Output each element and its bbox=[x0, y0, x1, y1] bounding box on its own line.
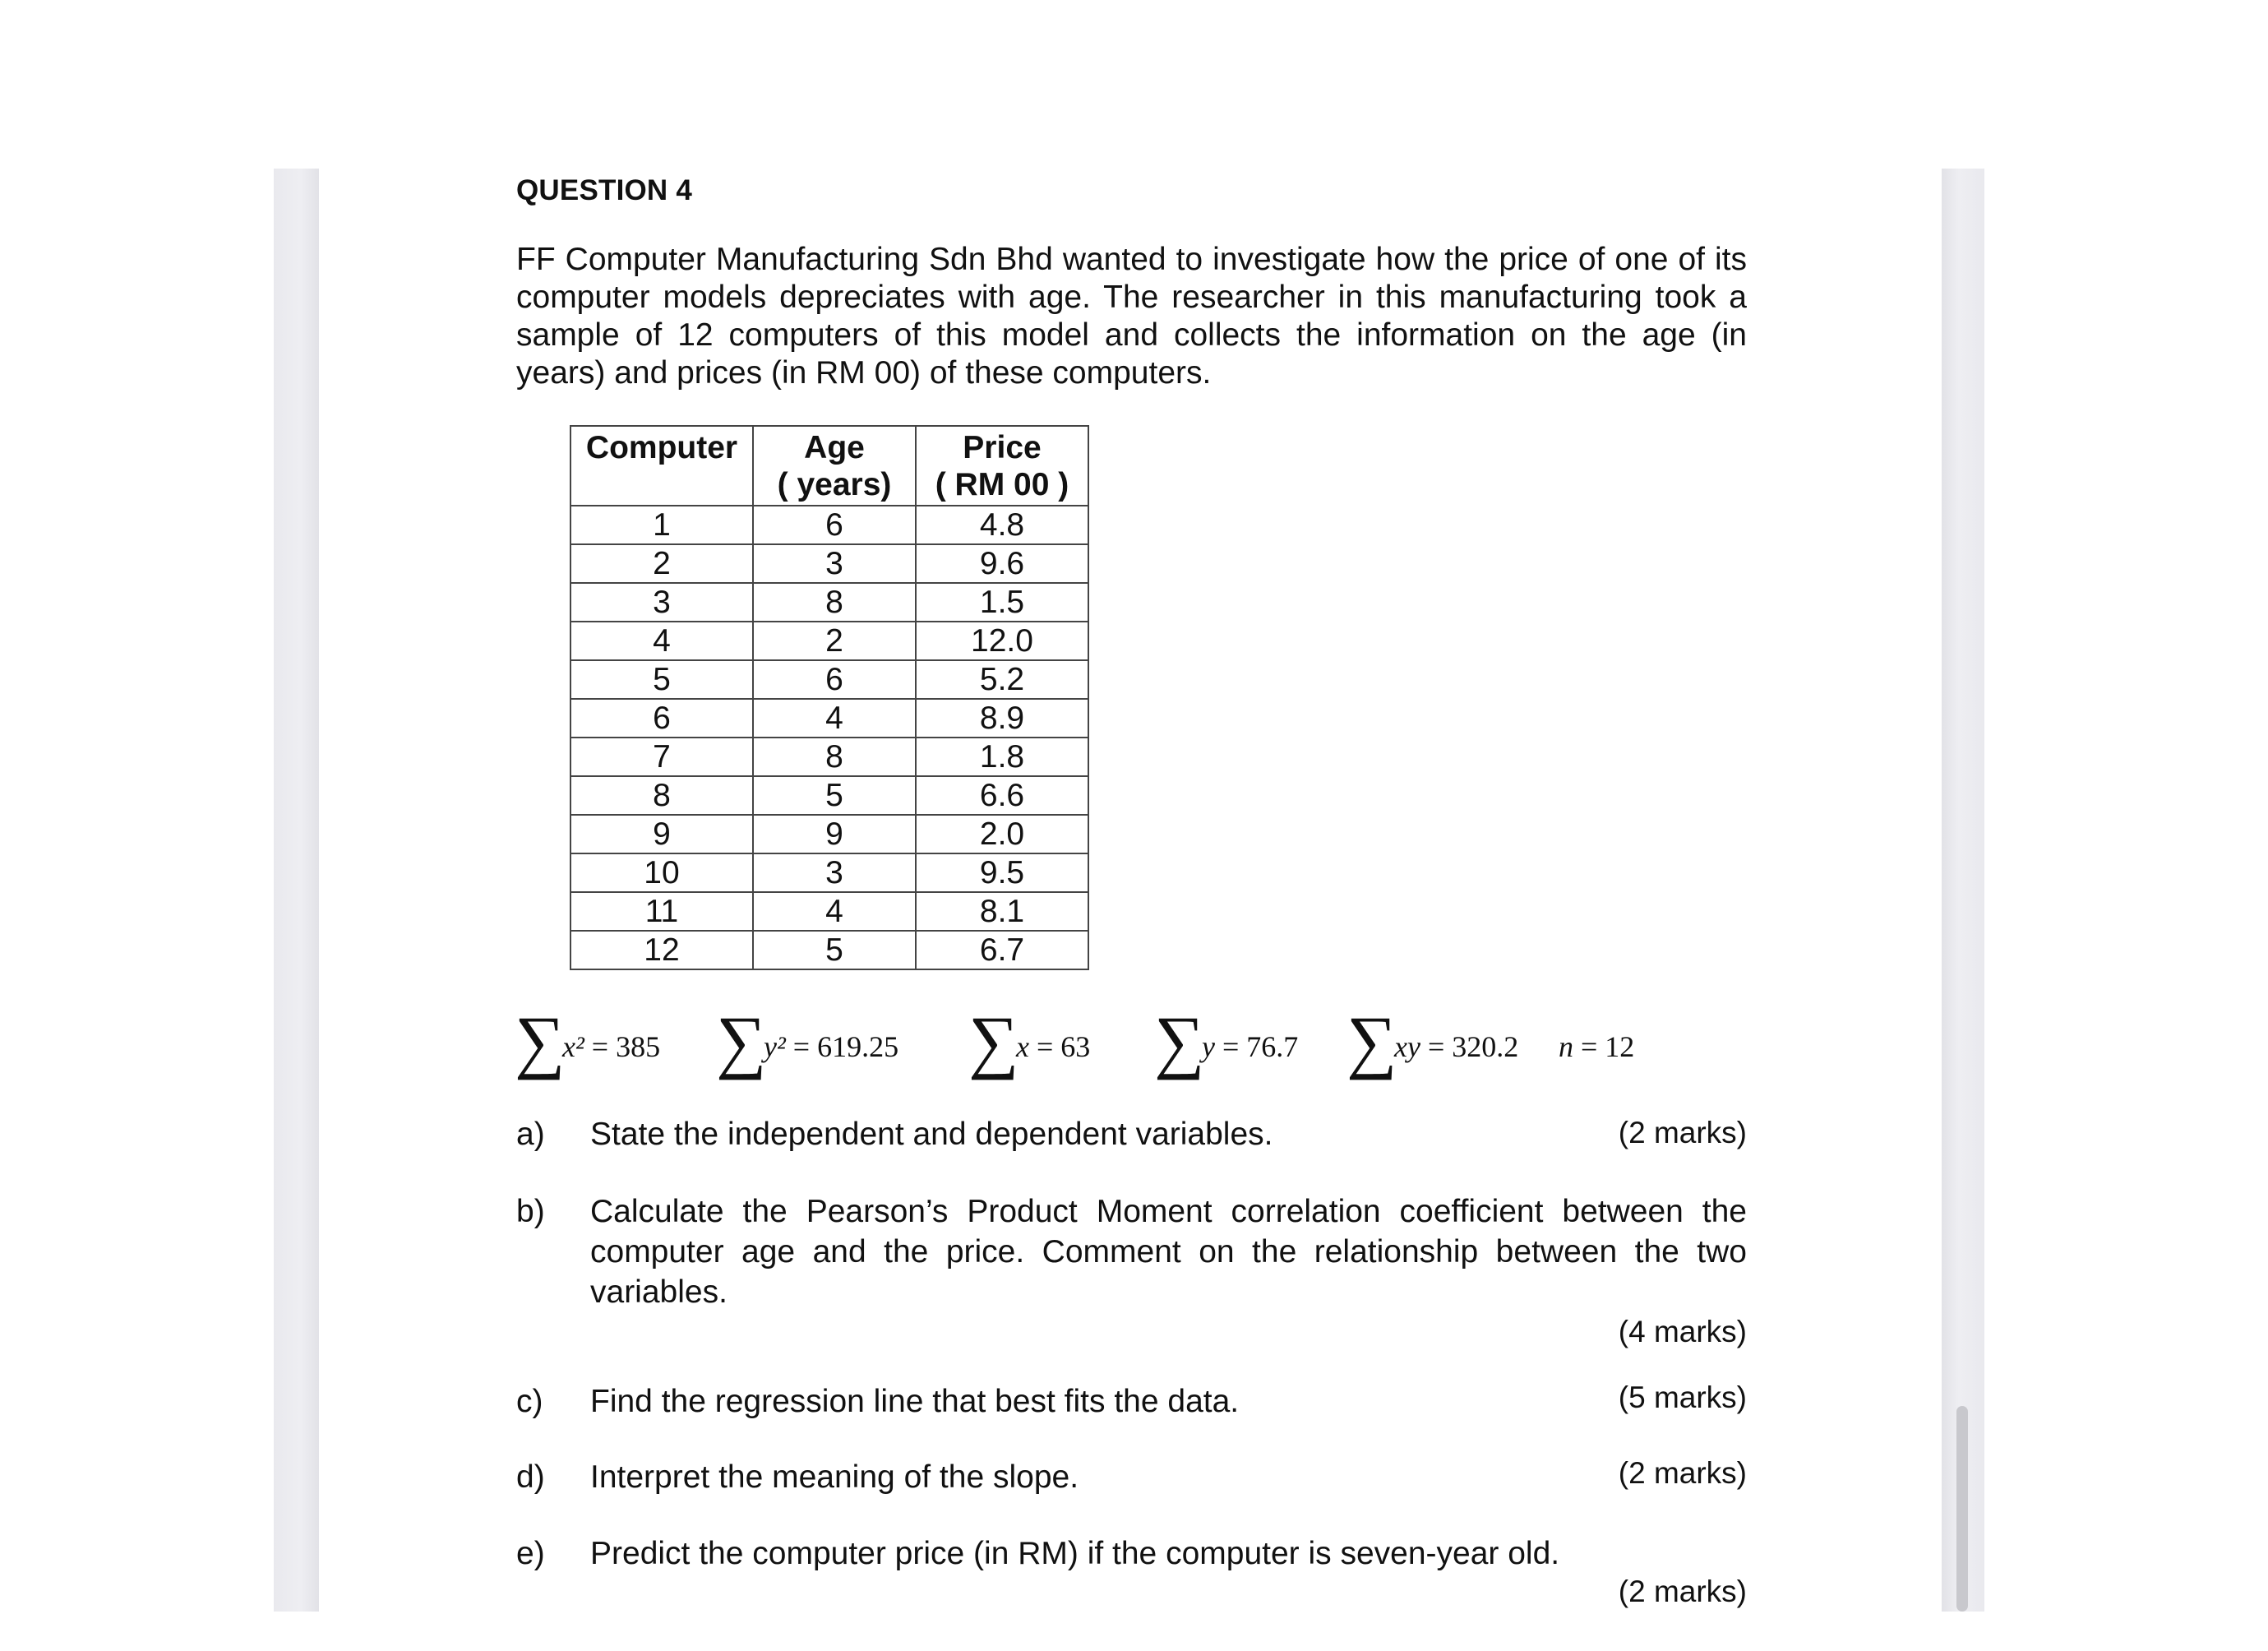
cell-computer: 3 bbox=[570, 583, 753, 622]
n-value: = 12 bbox=[1581, 1030, 1635, 1063]
table-row bbox=[570, 583, 1088, 622]
table-row bbox=[570, 776, 1088, 815]
table-row bbox=[570, 931, 1088, 969]
part-letter: c) bbox=[516, 1384, 543, 1419]
sum-var: y bbox=[1202, 1030, 1215, 1063]
part-b bbox=[516, 1191, 1747, 1356]
table-row bbox=[570, 699, 1088, 738]
cell-computer: 11 bbox=[570, 892, 753, 931]
cell-age: 3 bbox=[753, 544, 916, 583]
part-text: Predict the computer price (in RM) if the computer is seven-year old. bbox=[590, 1536, 1560, 1571]
sigma-symbol: ∑ bbox=[1154, 1001, 1205, 1080]
header-price: Price ( RM 00 ) bbox=[916, 426, 1088, 506]
header-computer: Computer bbox=[570, 426, 753, 506]
question-intro: FF Computer Manufacturing Sdn Bhd wanted to investigate how the price of one of its computer models depreciates with age. The researcher in this manufacturing took a sample of 12 computers of this model and collects the information on the age (in years) and prices (in RM 00) of these computers. bbox=[516, 242, 1747, 391]
part-text: Find the regression line that best fits the data. bbox=[590, 1384, 1240, 1419]
sigma-symbol: ∑ bbox=[1346, 1001, 1397, 1080]
cell-computer: 2 bbox=[570, 544, 753, 583]
part-marks: (2 marks) bbox=[1618, 1456, 1747, 1490]
cell-price: 12.0 bbox=[916, 622, 1088, 660]
cell-age: 8 bbox=[753, 583, 916, 622]
cell-age: 5 bbox=[753, 931, 916, 969]
cell-computer: 6 bbox=[570, 699, 753, 738]
part-letter: e) bbox=[516, 1536, 545, 1571]
sum-value: = 619.25 bbox=[792, 1030, 899, 1063]
sample-size bbox=[1559, 1030, 1634, 1063]
cell-age: 6 bbox=[753, 660, 916, 699]
cell-computer: 1 bbox=[570, 506, 753, 544]
sigma-symbol: ∑ bbox=[716, 1001, 767, 1080]
viewer-left-edge bbox=[274, 169, 319, 1612]
part-marks: (2 marks) bbox=[1618, 1116, 1747, 1149]
sum-var: x bbox=[1016, 1030, 1029, 1063]
table-header-row bbox=[570, 426, 1088, 506]
table-row bbox=[570, 622, 1088, 660]
cell-price: 4.8 bbox=[916, 506, 1088, 544]
cell-age: 6 bbox=[753, 506, 916, 544]
sum-value: = 76.7 bbox=[1222, 1030, 1299, 1063]
table-row bbox=[570, 506, 1088, 544]
sigma-symbol: ∑ bbox=[515, 1001, 566, 1080]
sigma-symbol: ∑ bbox=[968, 1001, 1019, 1080]
part-d bbox=[516, 1457, 1747, 1498]
cell-computer: 4 bbox=[570, 622, 753, 660]
table-row bbox=[570, 853, 1088, 892]
data-table bbox=[570, 425, 1089, 970]
part-text: Interpret the meaning of the slope. bbox=[590, 1459, 1079, 1495]
table-row bbox=[570, 892, 1088, 931]
cell-price: 5.2 bbox=[916, 660, 1088, 699]
cell-price: 9.6 bbox=[916, 544, 1088, 583]
cell-price: 2.0 bbox=[916, 815, 1088, 853]
part-marks: (5 marks) bbox=[1618, 1380, 1747, 1414]
n-var: n bbox=[1559, 1030, 1573, 1063]
cell-price: 6.6 bbox=[916, 776, 1088, 815]
table-row bbox=[570, 544, 1088, 583]
cell-price: 8.1 bbox=[916, 892, 1088, 931]
sum-value: = 320.2 bbox=[1427, 1030, 1519, 1063]
header-age: Age ( years) bbox=[753, 426, 916, 506]
cell-price: 6.7 bbox=[916, 931, 1088, 969]
cell-computer: 12 bbox=[570, 931, 753, 969]
part-text: Calculate the Pearson’s Product Moment correlation coefficient between the computer age and the price. Comment on the relationship between the two variables. bbox=[590, 1194, 1747, 1310]
cell-age: 4 bbox=[753, 892, 916, 931]
scrollbar-thumb[interactable] bbox=[1956, 1406, 1968, 1612]
sum-var: y² bbox=[764, 1030, 786, 1063]
part-c bbox=[516, 1381, 1747, 1422]
sum-value: = 63 bbox=[1036, 1030, 1091, 1063]
summation-formulas bbox=[515, 1001, 1748, 1081]
cell-age: 2 bbox=[753, 622, 916, 660]
cell-computer: 9 bbox=[570, 815, 753, 853]
part-a bbox=[516, 1114, 1747, 1155]
cell-age: 3 bbox=[753, 853, 916, 892]
table-row bbox=[570, 738, 1088, 776]
part-marks: (4 marks) bbox=[1618, 1315, 1747, 1348]
cell-computer: 10 bbox=[570, 853, 753, 892]
sum-value: = 385 bbox=[591, 1030, 661, 1063]
viewer-scrollbar-track[interactable] bbox=[1942, 169, 1984, 1612]
cell-price: 8.9 bbox=[916, 699, 1088, 738]
cell-age: 8 bbox=[753, 738, 916, 776]
sum-var: xy bbox=[1394, 1030, 1420, 1063]
cell-computer: 7 bbox=[570, 738, 753, 776]
part-letter: a) bbox=[516, 1117, 545, 1152]
part-letter: b) bbox=[516, 1194, 545, 1229]
table-row bbox=[570, 660, 1088, 699]
cell-age: 4 bbox=[753, 699, 916, 738]
cell-price: 9.5 bbox=[916, 853, 1088, 892]
part-text: State the independent and dependent variables. bbox=[590, 1117, 1273, 1152]
sum-var: x² bbox=[562, 1030, 584, 1063]
cell-age: 9 bbox=[753, 815, 916, 853]
cell-price: 1.8 bbox=[916, 738, 1088, 776]
table-row bbox=[570, 815, 1088, 853]
part-e bbox=[516, 1533, 1747, 1624]
cell-computer: 5 bbox=[570, 660, 753, 699]
cell-age: 5 bbox=[753, 776, 916, 815]
part-letter: d) bbox=[516, 1459, 545, 1495]
cell-price: 1.5 bbox=[916, 583, 1088, 622]
part-marks: (2 marks) bbox=[1618, 1575, 1747, 1608]
cell-computer: 8 bbox=[570, 776, 753, 815]
question-title: QUESTION 4 bbox=[516, 174, 692, 206]
